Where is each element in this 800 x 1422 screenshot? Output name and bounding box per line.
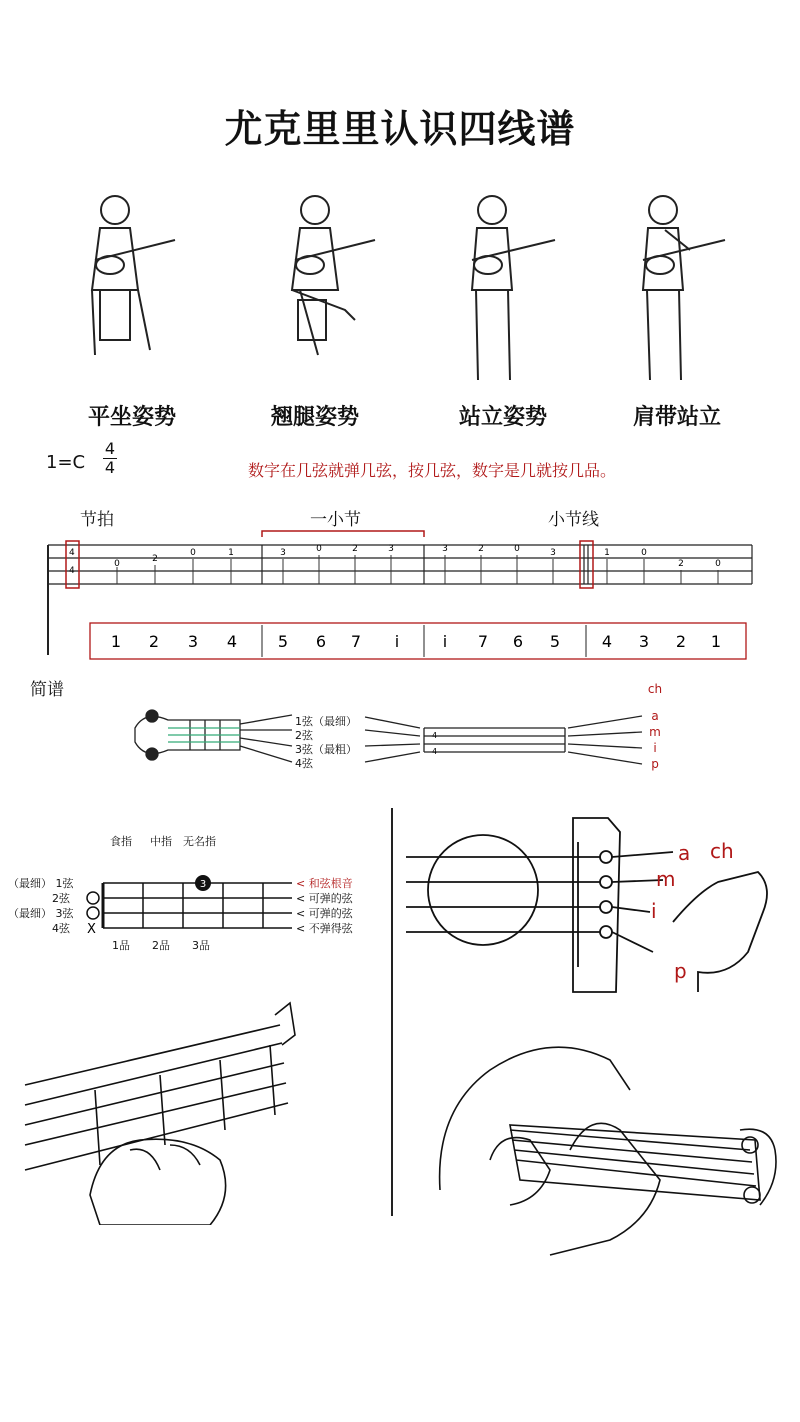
fret-label-2: 2品 — [152, 939, 170, 952]
tab-time-bottom: 4 — [69, 566, 75, 576]
time-signature — [103, 440, 117, 477]
chord-string-2: 2弦 — [52, 892, 70, 905]
pose-label-strap: 肩带站立 — [632, 405, 721, 430]
tab-note: 0 — [190, 548, 196, 558]
pose-label-crossed: 翘腿姿势 — [270, 405, 359, 430]
measure-label: 一小节 — [310, 510, 361, 530]
chord-note-playable-1: < 可弹的弦 — [296, 892, 353, 905]
finger-dot-number: 3 — [199, 879, 207, 890]
jianpu-note: 5 — [549, 632, 561, 651]
tab-note: 0 — [641, 548, 647, 558]
tuning-peg — [146, 748, 158, 760]
time-top: 4 — [104, 439, 116, 458]
strap-standing-figure — [643, 196, 725, 380]
string-label-3: 3弦（最粗） — [295, 743, 357, 756]
jianpu-label: 简谱 — [30, 680, 64, 700]
jianpu-note: 2 — [148, 632, 160, 651]
finger-name-ring: 无名指 — [183, 835, 216, 848]
tab-note: 2 — [478, 544, 484, 554]
picking-hand-diagram — [398, 812, 798, 1002]
finger-m: m — [649, 725, 661, 739]
measure-bracket — [262, 531, 424, 537]
chord-string-3: （最细） 3弦 — [8, 907, 74, 920]
barline-box — [580, 541, 593, 588]
fret-label-1: 1品 — [112, 939, 130, 952]
tab-note: 2 — [352, 544, 358, 554]
rule-text: 数字在几弦就弹几弦，按几弦，数字是几就按几品。 — [248, 461, 617, 480]
tab-note: 0 — [316, 544, 322, 554]
tab-note: 3 — [280, 548, 286, 558]
hand-shape — [90, 1139, 226, 1225]
chord-note-root: < 和弦根音 — [296, 877, 353, 890]
jianpu-note: 7 — [477, 632, 489, 651]
jianpu-note: 3 — [187, 632, 199, 651]
tab-note: 3 — [388, 544, 394, 554]
tab-note: 3 — [442, 544, 448, 554]
pick-a: a — [678, 841, 691, 865]
tab-note: 2 — [152, 554, 158, 564]
finger-ch: ch — [647, 682, 663, 696]
page-title: 尤克里里认识四线谱 — [224, 107, 576, 151]
tab-staff — [0, 525, 800, 670]
jianpu-note: i — [442, 632, 448, 651]
strings-diagram — [0, 680, 800, 790]
pick-ch: ch — [710, 839, 734, 863]
tab-note: 1 — [604, 548, 610, 558]
string-label-2: 2弦 — [295, 729, 313, 742]
chord-diagram — [0, 825, 390, 960]
fret-label-3: 3品 — [192, 939, 210, 952]
hand-outline — [673, 872, 767, 992]
time-bottom: 4 — [104, 458, 116, 477]
jianpu-note: 4 — [601, 632, 613, 651]
tab-time-top: 4 — [69, 548, 75, 558]
section-divider — [391, 808, 393, 1216]
standing-figure — [472, 196, 555, 380]
crossed-leg-figure — [292, 196, 375, 355]
jianpu-note: 7 — [350, 632, 362, 651]
jianpu-note: 4 — [226, 632, 238, 651]
pose-label-standing: 站立姿势 — [458, 405, 547, 430]
barline-label: 小节线 — [548, 510, 599, 530]
tuning-peg — [146, 710, 158, 722]
pose-illustrations — [0, 190, 800, 390]
jianpu-note: 1 — [110, 632, 122, 651]
tab-note: 2 — [678, 559, 684, 569]
tab-note: 0 — [514, 544, 520, 554]
jianpu-note: 1 — [710, 632, 722, 651]
jianpu-note: 5 — [277, 632, 289, 651]
finger-name-index: 食指 — [110, 835, 132, 848]
beat-label: 节拍 — [80, 510, 114, 530]
pose-label-seated: 平坐姿势 — [87, 405, 176, 430]
chord-string-1: （最细） 1弦 — [8, 877, 74, 890]
tab-note: 3 — [550, 548, 556, 558]
pick-i: i — [651, 899, 657, 923]
string-label-1: 1弦（最细） — [295, 715, 357, 728]
finger-a: a — [651, 709, 659, 723]
playing-hand-illustration — [430, 1030, 790, 1260]
key-signature: 1=C — [46, 452, 86, 473]
finger-p: p — [651, 757, 659, 771]
jianpu-note: 3 — [638, 632, 650, 651]
pick-m: m — [656, 867, 676, 891]
strings-tab-top: 4 — [432, 731, 438, 740]
string-label-4: 4弦 — [295, 757, 313, 770]
pick-p: p — [674, 959, 687, 983]
chord-note-muted: < 不弹得弦 — [296, 922, 353, 935]
seated-figure — [92, 196, 175, 355]
mute-mark: X — [87, 922, 96, 937]
fretting-hand-illustration — [20, 995, 390, 1225]
thumb-shape — [490, 1138, 550, 1206]
tab-note: 0 — [114, 559, 120, 569]
chord-string-4: 4弦 — [52, 922, 70, 935]
tab-note: 0 — [715, 559, 721, 569]
chord-note-playable-2: < 可弹的弦 — [296, 907, 353, 920]
tab-note: 1 — [228, 548, 234, 558]
jianpu-note: 2 — [675, 632, 687, 651]
jianpu-note: i — [394, 632, 400, 651]
strings-tab-bottom: 4 — [432, 747, 438, 756]
jianpu-note: 6 — [512, 632, 524, 651]
jianpu-note: 6 — [315, 632, 327, 651]
finger-name-middle: 中指 — [150, 835, 172, 848]
finger-i: i — [653, 741, 657, 755]
